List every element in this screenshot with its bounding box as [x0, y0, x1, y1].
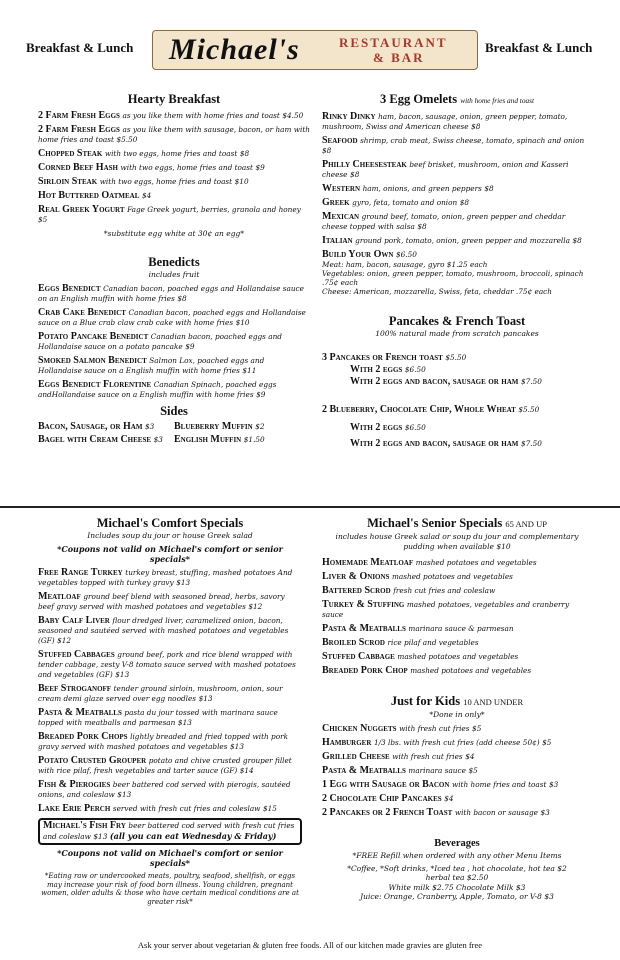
sides-list	[38, 422, 310, 445]
senior-item	[322, 586, 592, 596]
senior-price: $10	[496, 542, 511, 551]
restaurant-logo	[152, 30, 478, 70]
senior-item	[322, 666, 592, 676]
comfort-item-desc: beer battered cod served with pierogis, sautéed onions, and coleslaw	[38, 780, 291, 799]
bev-drinks: *Coffee, *Soft drinks, *Iced tea , hot chocolate, hot tea $2	[347, 863, 567, 873]
omelet-item-name: Philly Cheesesteak	[322, 159, 407, 170]
omelet-item-price: $8	[471, 122, 481, 131]
omelet-item-desc: ham, bacon, sausage, onion, green pepper, tomato, mushroom, Swiss and American cheese	[322, 112, 568, 131]
bev-herbal: herbal tea $2.50	[425, 873, 489, 882]
comfort-item-price: $12	[248, 602, 263, 611]
omelets-header	[322, 92, 592, 108]
hearty-item	[38, 177, 310, 187]
hearty-item-name: 2 Farm Fresh Eggs	[38, 124, 120, 135]
hearty-item-price: $8	[239, 149, 250, 158]
comfort-item-price: $12	[57, 636, 72, 645]
senior-title: Michael's Senior Specials	[367, 516, 503, 530]
pancake-b-opt1-label: With 2 eggs	[350, 422, 403, 433]
kids-item-price: $4	[465, 752, 475, 761]
pancake-a-price: $5.50	[445, 353, 467, 362]
kids-item-desc: with fresh cut fries	[399, 724, 470, 733]
hearty-item-name: 2 Farm Fresh Eggs	[38, 110, 120, 121]
benedicts-subtitle: includes fruit	[148, 270, 200, 279]
omelet-item-price: $6.50	[395, 250, 417, 259]
logo-bar: & BAR	[373, 50, 425, 65]
right-bottom-column	[322, 516, 592, 902]
kids-item	[322, 766, 592, 776]
pancake-b-opt1-price: $6.50	[404, 423, 426, 432]
bev-juice: Juice: Orange, Cranberry, Apple, Tomato, or V-8 $3	[360, 892, 554, 901]
comfort-item	[38, 756, 302, 776]
omelet-item-price: $8	[417, 222, 427, 231]
kids-item-name: 1 Egg with Sausage or Bacon	[322, 779, 450, 790]
benedict-item-name: Smoked Salmon Benedict	[38, 355, 147, 366]
comfort-item-desc: ground beef, pork and rice blend wrapped with tender cabbage, zesty V-8 tomato sauce served with mashed potatoes and vegetables (GF)	[38, 650, 296, 679]
hearty-item-name: Chopped Steak	[38, 148, 103, 159]
comfort-item	[38, 804, 302, 814]
hearty-item	[38, 191, 310, 201]
benedict-item-name: Crab Cake Benedict	[38, 307, 126, 318]
side-item-price: $1.50	[243, 435, 265, 444]
hearty-item-price: $9	[255, 163, 265, 172]
senior-item-name: Liver & Onions	[322, 571, 390, 582]
pancake-b-opt1	[350, 423, 592, 433]
comfort-item-desc: tender ground sirloin, mushroom, onion, sour cream demi glaze served over egg noodles	[38, 684, 283, 703]
pancake-a-opt2	[350, 377, 592, 387]
omelets-title: 3 Egg Omelets	[380, 92, 458, 106]
byo-options	[322, 260, 592, 296]
senior-item	[322, 624, 592, 634]
kids-item-name: Grilled Cheese	[322, 751, 390, 762]
kids-item-price: $3	[549, 780, 559, 789]
comfort-item-name: Pasta & Meatballs	[38, 707, 122, 718]
kids-note: *Done in only*	[429, 710, 485, 719]
senior-item-desc: mashed potatoes and vegetables	[397, 652, 519, 661]
omelet-item	[322, 236, 592, 246]
comfort-item-desc: potato and chive crusted grouper fillet with rice pilaf, fresh vegetables and tarter sauce (GF)	[38, 756, 292, 775]
hearty-item	[38, 149, 310, 159]
omelet-item	[322, 136, 592, 156]
benedict-item-desc: Canadian Spinach, poached eggs andHollandaise sauce on a English muffin with home fries	[38, 380, 277, 399]
hearty-item-desc: with two eggs, home fries and toast	[104, 149, 238, 158]
omelet-item-desc: shrimp, crab meat, Swiss cheese, tomato, spinach and onion	[360, 136, 585, 145]
side-item-price: $3	[153, 435, 163, 444]
benedict-item	[38, 332, 310, 352]
hearty-item-price: $5.50	[116, 135, 138, 144]
sides-row	[38, 422, 310, 432]
comfort-subtitle: Includes soup du jour or house Greek salad	[87, 531, 253, 540]
senior-age: 65 AND UP	[505, 519, 547, 529]
omelet-list	[322, 112, 592, 260]
senior-item-name: Homemade Meatloaf	[322, 557, 414, 568]
hearty-item-desc: as you like them with home fries and toast	[122, 111, 280, 120]
omelet-item-name: Greek	[322, 197, 350, 208]
kids-item-name: 2 Pancakes or 2 French Toast	[322, 807, 453, 818]
comfort-item-name: Meatloaf	[38, 591, 81, 602]
kids-item-desc: marinara sauce	[408, 766, 466, 775]
comfort-item-price: $13	[230, 742, 244, 751]
benedict-item	[38, 380, 310, 400]
senior-list	[322, 558, 592, 676]
kids-item-desc: 1/3 lbs. with fresh cut fries (add cheese 50¢)	[373, 738, 540, 747]
kids-age: 10 AND UNDER	[463, 697, 524, 707]
kids-item	[322, 752, 592, 762]
kids-item	[322, 794, 592, 804]
comfort-item	[38, 780, 302, 800]
hearty-item-desc: with two eggs, home fries and toast	[99, 177, 233, 186]
benedict-item-price: $9	[256, 390, 266, 399]
hearty-list	[38, 111, 310, 225]
section-divider	[0, 506, 620, 508]
omelet-item-desc: ground pork, tomato, onion, green pepper and mozzarella	[355, 236, 570, 245]
senior-item-name: Battered Scrod	[322, 585, 391, 596]
comfort-item	[38, 568, 302, 588]
omelet-item	[322, 212, 592, 232]
hearty-item-name: Corned Beef Hash	[38, 162, 118, 173]
fish-fry-price: $13	[93, 832, 108, 841]
senior-item	[322, 558, 592, 568]
side-item-name: English Muffin	[174, 434, 242, 445]
senior-subtitle	[322, 532, 592, 552]
benedict-item-name: Potato Pancake Benedict	[38, 331, 149, 342]
egg-white-note: *substitute egg white at 30¢ an egg*	[103, 229, 245, 238]
comfort-item	[38, 684, 302, 704]
hearty-item	[38, 163, 310, 173]
omelet-item-price: $8	[484, 184, 494, 193]
benedict-item	[38, 308, 310, 328]
benedict-list	[38, 284, 310, 400]
footer-note: Ask your server about vegetarian & gluten free foods. All of our kitchen made gravies are gluten free	[137, 940, 483, 950]
comfort-item	[38, 732, 302, 752]
bev-milk: White milk $2.75 Chocolate Milk $3	[388, 882, 526, 892]
kids-item-price: $5	[542, 738, 552, 747]
benedict-item-name: Eggs Benedict	[38, 283, 101, 294]
comfort-item-name: Beef Stroganoff	[38, 683, 112, 694]
byo-line: Vegetables: onion, green pepper, tomato, mushroom, broccoli, spinach .75¢ each	[322, 269, 584, 287]
pancake-a-opt1	[350, 365, 592, 375]
senior-item	[322, 652, 592, 662]
omelet-item-price: $8	[322, 146, 332, 155]
fish-fry-box	[38, 818, 302, 845]
benedict-item-price: $11	[242, 366, 257, 375]
hearty-item-price: $10	[234, 177, 249, 186]
benedict-item-name: Eggs Benedict Florentine	[38, 379, 152, 390]
pancake-a-opt1-price: $6.50	[404, 365, 426, 374]
omelet-item-name: Italian	[322, 235, 353, 246]
omelet-item-price: $8	[459, 198, 470, 207]
side-item	[174, 435, 310, 445]
omelets-subtitle: with home fries and toast	[460, 96, 534, 105]
senior-item-name: Broiled Scrod	[322, 637, 385, 648]
comfort-item-price: $14	[239, 766, 254, 775]
senior-item	[322, 572, 592, 582]
comfort-item-desc: pasta du jour tossed with marinara sauce topped with meatballs and parmesan	[38, 708, 278, 727]
pancake-b-opt2-label: With 2 eggs and bacon, sausage or ham	[350, 438, 519, 449]
senior-subtitle-text: includes house Greek salad or soup du jour and complementary pudding when available	[335, 532, 579, 551]
raw-food-warning: *Eating raw or undercooked meats, poultry, seafood, shellfish, or eggs may increase your risk of food born illness. Young children, pregnant women, older adults & those who have certain medical conditions are at greater risk*	[41, 872, 299, 906]
side-item-name: Bacon, Sausage, or Ham	[38, 421, 143, 432]
comfort-item-name: Fish & Pierogies	[38, 779, 111, 790]
side-item	[38, 422, 174, 432]
comfort-item-name: Breaded Pork Chops	[38, 731, 128, 742]
comfort-item-desc: lightly breaded and fried topped with pork gravy served with mashed potatoes and vegetables	[38, 732, 289, 751]
kids-item-desc: with bacon or sausage	[454, 808, 538, 817]
side-item-price: $2	[255, 422, 265, 431]
comfort-coupon-note-2: *Coupons not valid on Michael's comfort or senior specials*	[57, 848, 283, 868]
side-item	[174, 422, 310, 432]
kids-item-name: Hamburger	[322, 737, 372, 748]
comfort-item-name: Potato Crusted Grouper	[38, 755, 147, 766]
byo-line: Cheese: American, mozzarella, Swiss, feta, cheddar .75¢ each	[322, 287, 552, 296]
pancake-b-price: $5.50	[518, 405, 540, 414]
left-top-column	[38, 92, 310, 445]
benedicts-title: Benedicts	[148, 255, 200, 269]
comfort-item-price: $13	[198, 694, 213, 703]
kids-item-name: Pasta & Meatballs	[322, 765, 406, 776]
logo-name: Michael's	[169, 33, 300, 66]
senior-header	[322, 516, 592, 532]
benedict-item-price: $10	[235, 318, 250, 327]
hearty-item-name: Sirloin Steak	[38, 176, 98, 187]
comfort-item-desc: flour dredged liver, caramelized onion, bacon, seasoned and sautéed served with mashed potatoes and vegetables (GF)	[38, 616, 289, 645]
logo-restaurant: RESTAURANT	[339, 35, 448, 50]
sides-title: Sides	[160, 404, 188, 418]
senior-item-desc: rice pilaf and vegetables	[387, 638, 479, 647]
kids-item-price: $4	[444, 794, 454, 803]
pancake-a-opt1-label: With 2 eggs	[350, 364, 403, 375]
comfort-item-price: $13	[177, 718, 192, 727]
omelet-item-name: Build Your Own	[322, 249, 394, 260]
hearty-item-name: Hot Buttered Oatmeal	[38, 190, 140, 201]
hearty-item-price: $4	[141, 191, 152, 200]
kids-list	[322, 724, 592, 818]
comfort-list	[38, 568, 302, 814]
header-right-label: Breakfast & Lunch	[485, 40, 593, 55]
comfort-item	[38, 650, 302, 680]
senior-item-name: Pasta & Meatballs	[322, 623, 406, 634]
kids-item-price: $5	[472, 724, 482, 733]
omelet-item-desc: gyro, feta, tomato and onion	[352, 198, 458, 207]
omelet-item	[322, 184, 592, 194]
omelet-item	[322, 160, 592, 180]
kids-item-price: $3	[540, 808, 550, 817]
senior-item	[322, 638, 592, 648]
side-item-name: Blueberry Muffin	[174, 421, 253, 432]
omelet-item-name: Seafood	[322, 135, 358, 146]
side-item	[38, 435, 174, 445]
senior-item-name: Breaded Pork Chop	[322, 665, 408, 676]
omelet-item	[322, 198, 592, 208]
pancakes-subtitle: 100% natural made from scratch pancakes	[375, 329, 539, 338]
omelet-item-desc: beef brisket, mushroom, onion and Kasseri cheese	[322, 160, 569, 179]
senior-item-name: Turkey & Stuffing	[322, 599, 405, 610]
fish-fry-days: (all you can eat Wednesday & Friday)	[109, 831, 277, 841]
hearty-item-desc: with two eggs, home fries and toast	[120, 163, 253, 172]
comfort-item	[38, 708, 302, 728]
pancake-item-a	[322, 353, 592, 363]
benedict-item-price: $8	[177, 294, 187, 303]
comfort-item-name: Baby Calf Liver	[38, 615, 110, 626]
benedict-item	[38, 284, 310, 304]
kids-item-name: 2 Chocolate Chip Pancakes	[322, 793, 442, 804]
omelet-item-name: Mexican	[322, 211, 360, 222]
senior-item-desc: mashed potatoes and vegetables	[392, 572, 513, 581]
hearty-item	[38, 205, 310, 225]
comfort-item-price: $13	[117, 790, 132, 799]
benedict-item-desc: Canadian bacon, poached eggs and Hollandaise sauce on an English muffin with home fries	[38, 284, 304, 303]
benedict-item-desc: Canadian bacon, poached eggs and Hollandaise sauce on a potato pancake	[38, 332, 282, 351]
hearty-item	[38, 111, 310, 121]
senior-item	[322, 600, 592, 620]
kids-title: Just for Kids	[390, 694, 461, 708]
pancake-item-b	[322, 405, 592, 415]
hearty-item-desc: as you like them with sausage, bacon, or ham with home fries and toast	[38, 125, 310, 144]
omelet-item-name: Rinky Dinky	[322, 111, 376, 122]
left-bottom-column	[38, 516, 302, 906]
hearty-item-name: Real Greek Yogurt	[38, 204, 125, 215]
pancakes-title: Pancakes & French Toast	[388, 314, 526, 328]
sides-row	[38, 435, 310, 445]
kids-item	[322, 724, 592, 734]
pancake-b-opt2-price: $7.50	[520, 439, 542, 448]
omelet-item-price: $8	[350, 170, 360, 179]
benedict-item-price: $9	[185, 342, 195, 351]
fish-fry-name: Michael's Fish Fry	[43, 820, 126, 831]
benedict-item-desc: Canadian bacon, poached eggs and Hollandaise sauce on a Blue crab claw crab cake with home fries	[38, 308, 306, 327]
kids-item	[322, 808, 592, 818]
comfort-item-price: $15	[262, 804, 277, 813]
kids-item-desc: with fresh cut fries	[392, 752, 463, 761]
hearty-item-price: $4.50	[282, 111, 304, 120]
kids-item-price: $5	[468, 766, 478, 775]
comfort-item-name: Stuffed Cabbages	[38, 649, 115, 660]
senior-item-desc: mashed potatoes and vegetables	[410, 666, 532, 675]
hearty-title: Hearty Breakfast	[127, 92, 221, 106]
pancake-a-name: 3 Pancakes or French toast	[322, 352, 443, 363]
kids-header	[322, 694, 592, 710]
senior-item-desc: marinara sauce & parmesan	[408, 624, 514, 633]
bev-refill: *FREE Refill when ordered with any other Menu Items	[352, 851, 562, 860]
kids-item	[322, 780, 592, 790]
side-item-name: Bagel with Cream Cheese	[38, 434, 152, 445]
comfort-item-price: $13	[115, 670, 130, 679]
header-left-label: Breakfast & Lunch	[26, 40, 134, 55]
byo-line: Meat: ham, bacon, sausage, gyro $1.25 each	[322, 260, 488, 269]
hearty-item	[38, 125, 310, 145]
hearty-item-price: $5	[38, 215, 48, 224]
comfort-title: Michael's Comfort Specials	[96, 516, 244, 530]
pancake-b-opt2	[350, 439, 592, 449]
senior-item-desc: mashed potatoes and vegetables	[415, 558, 537, 567]
senior-item-desc: fresh cut fries and coleslaw	[393, 586, 496, 595]
kids-item	[322, 738, 592, 748]
kids-item-desc: with home fries and toast	[451, 780, 547, 789]
kids-item-name: Chicken Nuggets	[322, 723, 397, 734]
comfort-item-name: Lake Erie Perch	[38, 803, 111, 814]
right-top-column	[322, 92, 592, 449]
comfort-item	[38, 616, 302, 646]
omelet-item-name: Western	[322, 183, 361, 194]
pancake-a-opt2-label: With 2 eggs and bacon, sausage or ham	[350, 376, 519, 387]
benedict-item-desc: Salmon Lox, poached eggs and Hollandaise sauce on a English muffin with home fries	[38, 356, 265, 375]
beverages-title: Beverages	[434, 838, 480, 849]
comfort-item-price: $13	[176, 578, 191, 587]
fish-fry-desc: beer battered cod served with fresh cut fries and coleslaw	[43, 821, 295, 841]
benedict-item	[38, 356, 310, 376]
hearty-item-desc: Fage Greek yogurt, berries, granola and honey	[127, 205, 301, 214]
comfort-item-name: Free Range Turkey	[38, 567, 123, 578]
comfort-item	[38, 592, 302, 612]
omelet-item-price: $8	[572, 236, 582, 245]
omelet-item-desc: ground beef, tomato, onion, green pepper and cheddar cheese topped with salsa	[322, 212, 566, 231]
comfort-item-desc: served with fresh cut fries and coleslaw	[112, 804, 261, 813]
omelet-item-desc: ham, onions, and green peppers	[362, 184, 482, 193]
side-item-price: $3	[145, 422, 155, 431]
omelet-item	[322, 112, 592, 132]
senior-item-name: Stuffed Cabbage	[322, 651, 395, 662]
comfort-item-desc: ground beef blend with seasoned bread, herbs, savory beef gravy served with mashed potatoes and vegetables	[38, 592, 285, 611]
comfort-coupon-note: *Coupons not valid on Michael's comfort or senior specials*	[57, 544, 283, 564]
pancake-b-name: 2 Blueberry, Chocolate Chip, Whole Wheat	[322, 404, 516, 415]
omelet-item	[322, 250, 592, 260]
comfort-item-desc: turkey breast, stuffing, mashed potatoes And vegetables topped with turkey gravy	[38, 568, 293, 587]
senior-item-desc: mashed potatoes, vegetables and cranberry sauce	[322, 600, 570, 619]
pancake-a-opt2-price: $7.50	[520, 377, 542, 386]
